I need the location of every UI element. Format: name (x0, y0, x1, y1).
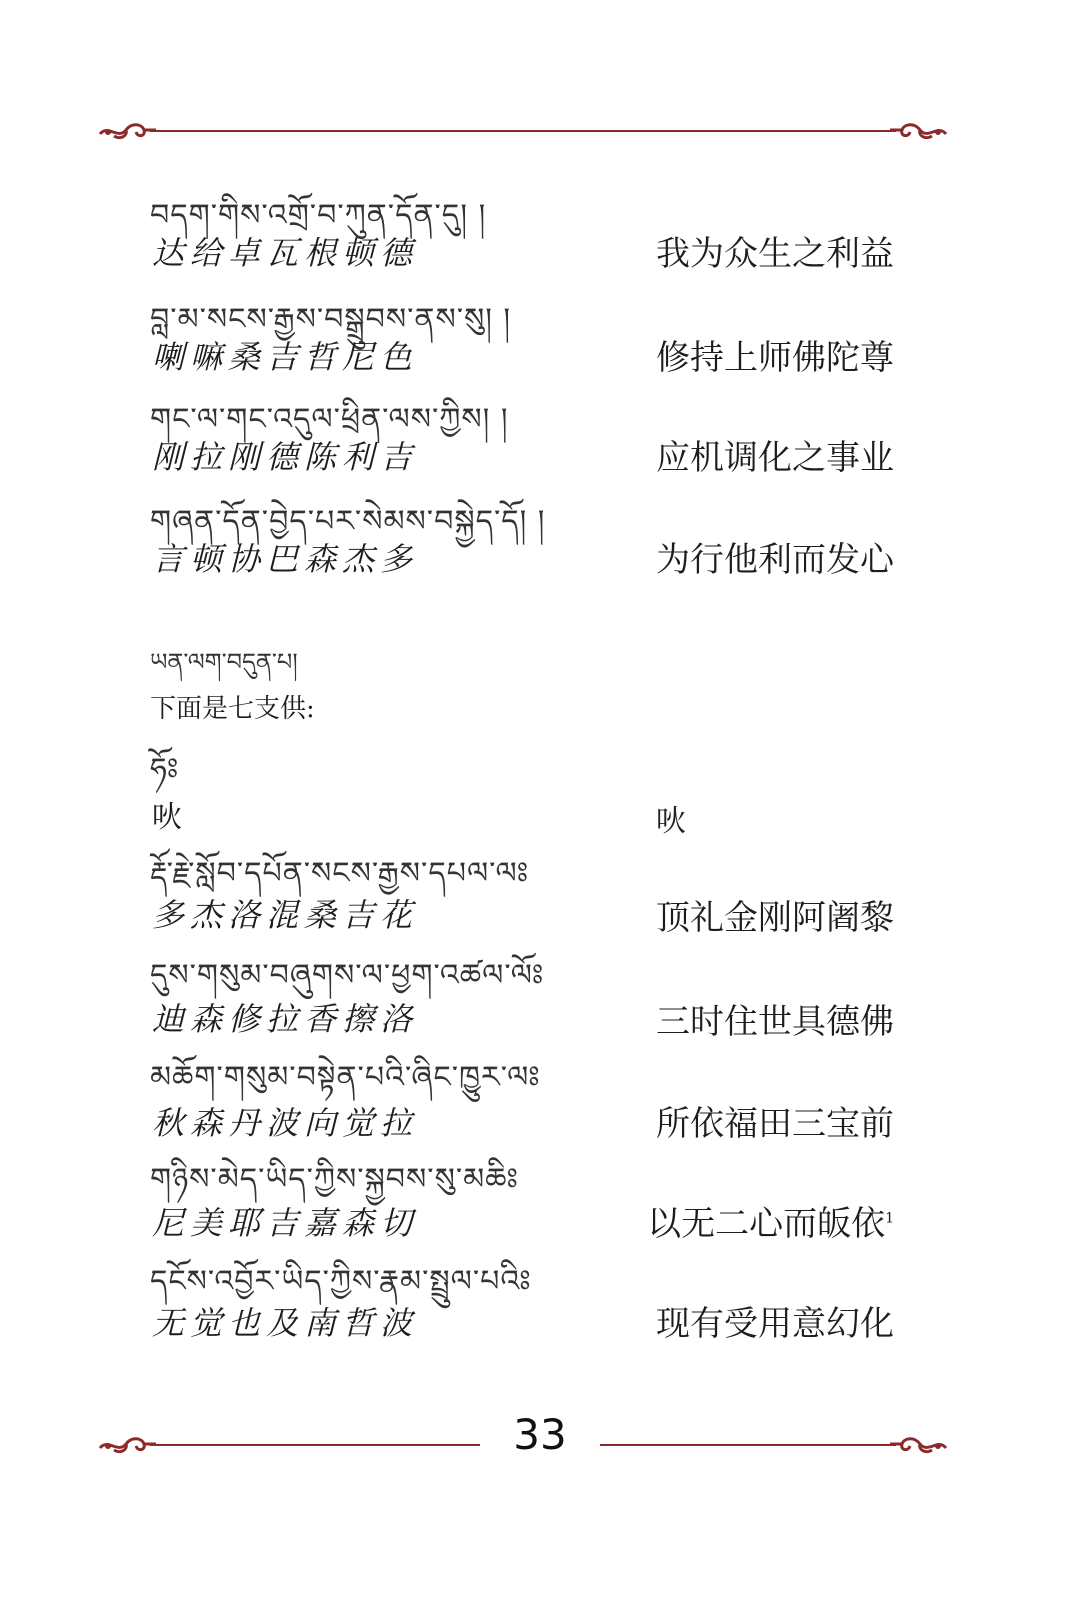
transliteration-line: 尼美耶吉嘉森切 (152, 1204, 419, 1242)
footnote-marker[interactable]: 1 (885, 1210, 894, 1227)
chinese-translation-line: 所依福田三宝前 (656, 1104, 894, 1144)
tibetan-line: གཞན་དོན་བྱེད་པར་སེམས་བསྐྱེད་དོ། ། (150, 504, 546, 539)
chinese-translation-line: 应机调化之事业 (656, 438, 894, 478)
chinese-translation-line (647, 1196, 894, 1245)
tibetan-line: བདག་གིས་འགྲོ་བ་ཀུན་དོན་དུ། ། (150, 198, 487, 233)
chinese-translation-line: 修持上师佛陀尊 (656, 338, 894, 378)
hoh-syllable-tibetan: ཧོཿ (150, 752, 180, 787)
chinese-translation-line: 顶礼金刚阿阇黎 (656, 898, 894, 938)
transliteration-line: 秋森丹波向觉拉 (152, 1104, 419, 1142)
transliteration-line: 达给卓瓦根顿德 (152, 234, 419, 272)
section-heading-tibetan: ཡན་ལག་བདུན་པ། (150, 648, 298, 676)
tibetan-line: གཉིས་མེད་ཡིད་ཀྱིས་སྐྱབས་སུ་མཆིཿ (150, 1162, 519, 1197)
chinese-translation-line: 现有受用意幻化 (656, 1304, 894, 1344)
corner-ornament-top-right-icon (890, 118, 948, 142)
transliteration-line: 迪森修拉香擦洛 (152, 1000, 419, 1038)
corner-ornament-top-left-icon (98, 118, 156, 142)
section-heading-chinese: 下面是七支供: (150, 694, 315, 724)
top-rule (150, 130, 896, 132)
chinese-translation-line: 为行他利而发心 (656, 540, 894, 580)
corner-ornament-bottom-right-icon (890, 1432, 948, 1456)
tibetan-line: མཆོག་གསུམ་བསྟེན་པའི་ཞིང་ཁྱུར་ལཿ (150, 1060, 541, 1095)
tibetan-line: རྡོ་རྗེ་སློབ་དཔོན་སངས་རྒྱས་དཔལ་ལཿ (150, 856, 530, 891)
transliteration-line: 无觉也及南哲波 (152, 1304, 419, 1342)
tibetan-line: བླ་མ་སངས་རྒྱས་བསྒྲུབས་ནས་སུ། ། (150, 302, 512, 337)
page-number: 33 (513, 1410, 567, 1459)
transliteration-line: 多杰洛混桑吉花 (152, 896, 419, 934)
transliteration-line: 言顿协巴森杰多 (152, 540, 419, 578)
chinese-translation-line: 我为众生之利益 (656, 234, 894, 274)
tibetan-line: དངོས་འབྱོར་ཡིད་ཀྱིས་རྣམ་སྤྲུལ་པའིཿ (150, 1264, 532, 1299)
transliteration-line: 刚拉刚德陈利吉 (152, 438, 419, 476)
bottom-rule-right (600, 1444, 896, 1446)
chinese-translation-text: 以无二心而皈依 (647, 1204, 886, 1244)
hoh-chinese: 吙 (656, 804, 686, 839)
chinese-translation-line: 三时住世具德佛 (656, 1002, 894, 1042)
tibetan-line: དུས་གསུམ་བཞུགས་ལ་ཕྱག་འཚལ་ལོཿ (150, 958, 545, 993)
transliteration-line: 喇嘛桑吉哲尼色 (152, 338, 419, 376)
corner-ornament-bottom-left-icon (98, 1432, 156, 1456)
bottom-rule-left (150, 1444, 480, 1446)
hoh-transliteration: 吙 (152, 800, 182, 835)
tibetan-line: གང་ལ་གང་འདུལ་ཕྲིན་ལས་ཀྱིས། ། (150, 402, 509, 437)
